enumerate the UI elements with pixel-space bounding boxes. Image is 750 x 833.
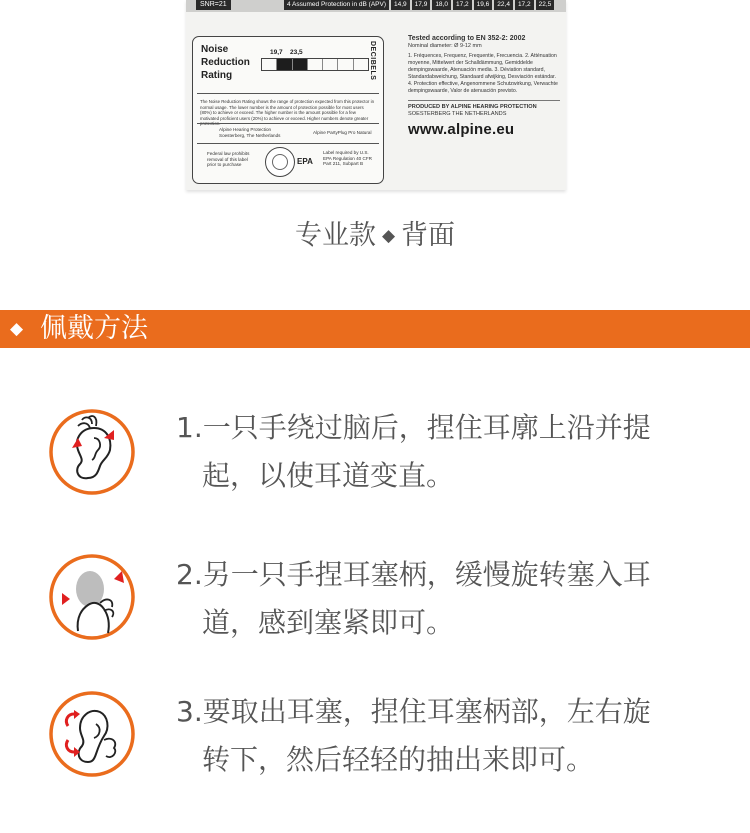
apv-value: 22,4 [494, 0, 513, 10]
nrr-high-value: 23,5 [290, 49, 303, 56]
step-text [176, 404, 706, 500]
produced-city: SOESTERBERG THE NETHERLANDS [408, 110, 507, 117]
earplug-remove-icon [48, 690, 136, 778]
image-caption [0, 216, 750, 256]
apv-value: 17,2 [515, 0, 534, 10]
divider [197, 123, 379, 124]
caption-left: 专业款 [294, 220, 376, 251]
manufacturer: Alpine Hearing Protection [219, 127, 272, 132]
step-text [176, 551, 706, 647]
nominal-diameter: Nominal diameter: Ø 9-12 mm [408, 43, 482, 49]
apv-value: 17,2 [453, 0, 472, 10]
step-line-1: 1.一只手绕过脑后，捏住耳廓上沿并提 [176, 411, 651, 444]
label-required-note: Label required by U.S. EPA Regulation 40 CFR Part 211, Subpart B [323, 150, 372, 167]
diamond-icon: ◆ [381, 226, 396, 246]
apv-value: 18,0 [432, 0, 451, 10]
product-box-photo [186, 0, 566, 190]
nrr-scale-bar [261, 58, 369, 71]
nrr-note: The Noise Reduction Rating shows the range of protection expected from this protector in normal usage. The lower number is the amount of protection possible for most users (80%) to achieve or exceed. The higher number is the amount possible for a few motivated proficient users (20%) to achieve or exceed. Higher numbers denote greater protection. [200, 99, 375, 127]
nrr-title-line: Noise [201, 44, 229, 55]
nrr-low-value: 19,7 [270, 49, 283, 56]
step-line-1: 2.另一只手捏耳塞柄，缓慢旋转塞入耳 [176, 558, 651, 591]
earplug-insert-icon [48, 553, 136, 641]
epa-label: EPA [297, 157, 313, 166]
nrr-title [201, 43, 265, 82]
product-name: Alpine PartyPlug Pro Natural [313, 130, 372, 135]
nrr-title-line: Reduction [201, 57, 250, 68]
apv-value: 19,6 [474, 0, 493, 10]
section-title: 佩戴方法 [40, 313, 148, 344]
apv-table [284, 0, 556, 10]
nrr-title-line: Rating [201, 70, 233, 81]
federal-law-note: Federal law prohibits removal of this label prior to purchase [207, 151, 250, 168]
box-right-info [408, 34, 560, 138]
website: www.alpine.eu [408, 120, 515, 138]
step-line-2: 转下，然后轻轻的抽出来即可。 [202, 743, 595, 776]
multilang-legend: 1. Fréquences, Frequenz, Frequentie, Frecuencia. 2. Atténuation moyenne, Mittelwert der Schalldämmung, Gemiddelde dempingswaarde, Atenuación media. 3. Déviation standard, Standardabweichung, Standaard afwijking, Desviación estándar. 4. Protection effective, Angenommene Schutzwirkung, Verwachte dempingswaarde, Valor de atenuación previsto. [408, 53, 558, 95]
ear-pull-icon [48, 408, 136, 496]
tested-standard: Tested according to EN 352-2: 2002 [408, 35, 526, 42]
step-item [0, 688, 750, 798]
nrr-label-panel [192, 36, 384, 184]
step-text [176, 688, 706, 784]
caption-right: 背面 [401, 220, 456, 251]
diamond-icon: ◆ [10, 319, 24, 339]
divider [197, 93, 379, 94]
snr-label: SNR=21 [196, 0, 231, 10]
step-line-1: 3.要取出耳塞，捏住耳塞柄部，左右旋 [176, 695, 651, 728]
divider [197, 143, 379, 144]
step-item [0, 398, 750, 508]
apv-value: 17,9 [412, 0, 431, 10]
section-header-bar [0, 310, 750, 348]
manufacturer-city: Soesterberg, The Netherlands [219, 133, 281, 138]
step-line-2: 起，以使耳道变直。 [202, 459, 455, 492]
produced-by: PRODUCED BY ALPINE HEARING PROTECTION [408, 103, 537, 110]
divider [408, 100, 560, 101]
epa-seal-icon [265, 147, 295, 177]
decibels-label: DECIBELS [369, 41, 376, 81]
apv-value: 14,9 [391, 0, 410, 10]
apv-value: 22,5 [536, 0, 555, 10]
apv-label: 4 Assumed Protection in dB (APV) [284, 0, 389, 10]
step-item [0, 545, 750, 655]
step-line-2: 道，感到塞紧即可。 [202, 606, 455, 639]
